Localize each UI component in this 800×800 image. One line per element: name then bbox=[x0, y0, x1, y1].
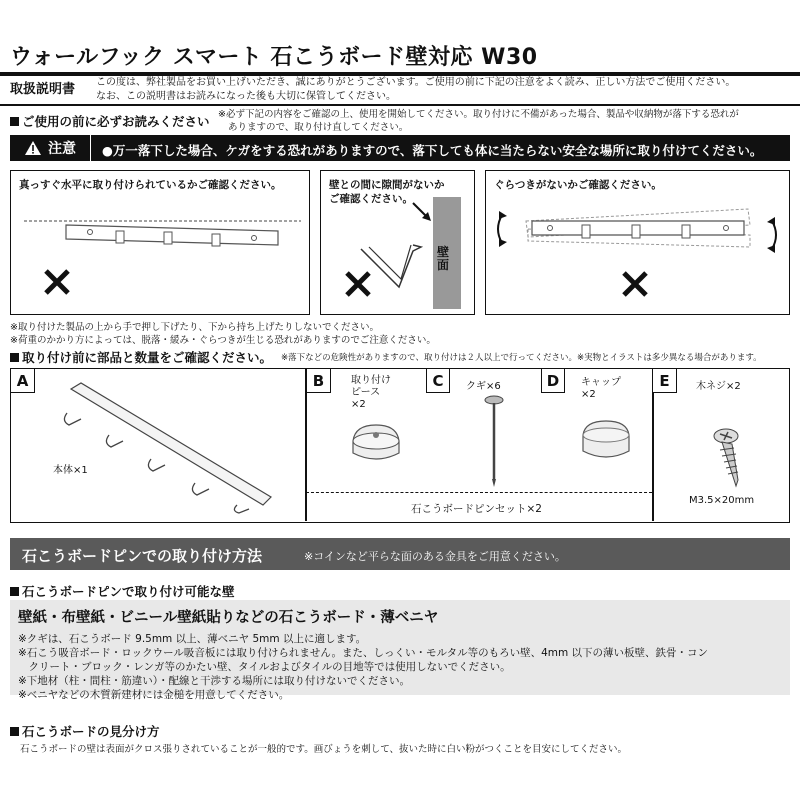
method-title: 石こうボードピンでの取り付け方法 bbox=[22, 547, 263, 565]
bullet-square-icon bbox=[10, 587, 19, 596]
intro-line: この度は、弊社製品をお買い上げいただき、誠にありがとうございます。ご使用の前に下記の注意をよく読み、正しい方法でご使用ください。 bbox=[96, 77, 736, 88]
warning-icon bbox=[24, 140, 42, 156]
cap-icon bbox=[571, 417, 641, 467]
check-panel-text: 壁との間に隙間がないか ご確認ください。 bbox=[329, 179, 445, 205]
part-letter-d: D bbox=[541, 369, 565, 393]
check-panel-text: ぐらつきがないかご確認ください。 bbox=[494, 179, 662, 191]
part-letter-a: A bbox=[11, 369, 35, 393]
bullet-square-icon bbox=[10, 727, 19, 736]
bullet-square-icon bbox=[10, 353, 19, 362]
part-label: 木ネジ×2 bbox=[696, 381, 741, 392]
walls-box bbox=[10, 600, 790, 701]
check-note: ※取り付けた製品の上から手で押し下げたり、下から持ち上げたりしないでください。 bbox=[10, 322, 379, 333]
caution-message: ●万一落下した場合、ケガをする恐れがありますので、落下しても体に当たらない安全な場所に取り付けてください。 bbox=[102, 143, 763, 158]
check-panel-wobble bbox=[485, 170, 790, 315]
identify-heading: 石こうボードの見分け方 bbox=[10, 722, 160, 740]
part-label: キャップ ×2 bbox=[581, 377, 621, 400]
part-label: クギ×6 bbox=[466, 381, 501, 392]
rotate-arrow-right-icon bbox=[767, 217, 776, 253]
part-letter-e: E bbox=[653, 369, 677, 393]
caution-banner bbox=[10, 135, 790, 161]
ng-cross-icon bbox=[46, 271, 68, 293]
check-panel-level bbox=[10, 170, 310, 315]
walls-heading: 石こうボードピンで取り付け可能な壁 bbox=[10, 582, 235, 600]
bullet-square-icon bbox=[10, 117, 19, 126]
hook-body-illustration bbox=[51, 379, 281, 514]
parts-panel bbox=[10, 368, 790, 523]
intro-line: なお、この説明書はお読みになった後も大切に保管してください。 bbox=[96, 91, 396, 102]
check-panel-text: 真っすぐ水平に取り付けられているかご確認ください。 bbox=[19, 179, 282, 191]
page-title: ウォールフック スマート 石こうボード壁対応 W30 bbox=[10, 45, 538, 70]
parts-heading: 取り付け前に部品と数量をご確認ください。 bbox=[10, 348, 272, 366]
tilted-hook-illustration bbox=[16, 211, 306, 311]
walls-box-heading: 壁紙・布壁紙・ビニール壁紙貼りなどの石こうボード・薄ベニヤ bbox=[18, 610, 439, 626]
part-label: 本体×1 bbox=[53, 465, 88, 476]
identify-text: 石こうボードの壁は表面がクロス張りされていることが一般的です。画びょうを刺して、抜いた時に白い粉がつくことを目安にしてください。 bbox=[20, 744, 628, 755]
intro-text bbox=[96, 76, 796, 104]
method-banner bbox=[10, 538, 790, 570]
wood-screw-icon bbox=[706, 424, 756, 494]
check-panel-gap bbox=[320, 170, 475, 315]
intro-divider bbox=[0, 104, 800, 106]
nail-icon bbox=[481, 391, 507, 491]
ng-cross-icon bbox=[347, 273, 369, 295]
wobble-illustration bbox=[486, 201, 788, 311]
manual-label: 取扱説明書 bbox=[10, 82, 76, 97]
part-label: 取り付け ピース ×2 bbox=[351, 375, 391, 410]
rotate-arrow-left-icon bbox=[498, 211, 507, 247]
caution-tag: 注意 bbox=[10, 135, 91, 161]
screw-size: M3.5×20mm bbox=[689, 495, 755, 506]
before-use-heading: ご使用の前に必ずお読みください bbox=[10, 112, 210, 130]
before-use-note: ※必ず下記の内容をご確認の上、使用を開始してください。取り付けに不備があった場合、製品や収納物が落下する恐れが ありますので、取り付け直してください。 bbox=[218, 109, 739, 133]
pin-set-label: 石こうボードピンセット×2 bbox=[411, 503, 542, 515]
method-subtitle: ※コインなど平らな面のある金具をご用意ください。 bbox=[304, 550, 566, 563]
ng-cross-icon bbox=[624, 273, 646, 295]
mounting-piece-icon bbox=[341, 419, 411, 469]
parts-note: ※落下などの危険性がありますので、取り付けは２人以上で行ってください。※実物とイラストは多少異なる場合があります。 bbox=[281, 353, 762, 363]
part-letter-b: B bbox=[307, 369, 331, 393]
wall-label: 壁面 bbox=[437, 245, 450, 272]
check-note: ※荷重のかかり方によっては、脱落・緩み・ぐらつきが生じる恐れがありますのでご注意ください。 bbox=[10, 335, 436, 346]
walls-box-notes: ※クギは、石こうボード 9.5mm 以上、薄ベニヤ 5mm 以上に適します。 ※石こう吸音ボード・ロックウール吸音板には取り付けられません。また、しっくい・モルタル等のもろい壁、4mm 以下の薄い板壁、鉄骨・コン クリート・ブロック・レンガ等のかたい壁、タイルおよびタイルの目地等では使用しないでください。 ※下地材（柱・間柱・筋違い）・配線と干渉する場所には取り付けないでください。 ※ベニヤなどの木質新建材には金槌を用意してください。 bbox=[18, 633, 709, 701]
part-letter-c: C bbox=[426, 369, 450, 393]
